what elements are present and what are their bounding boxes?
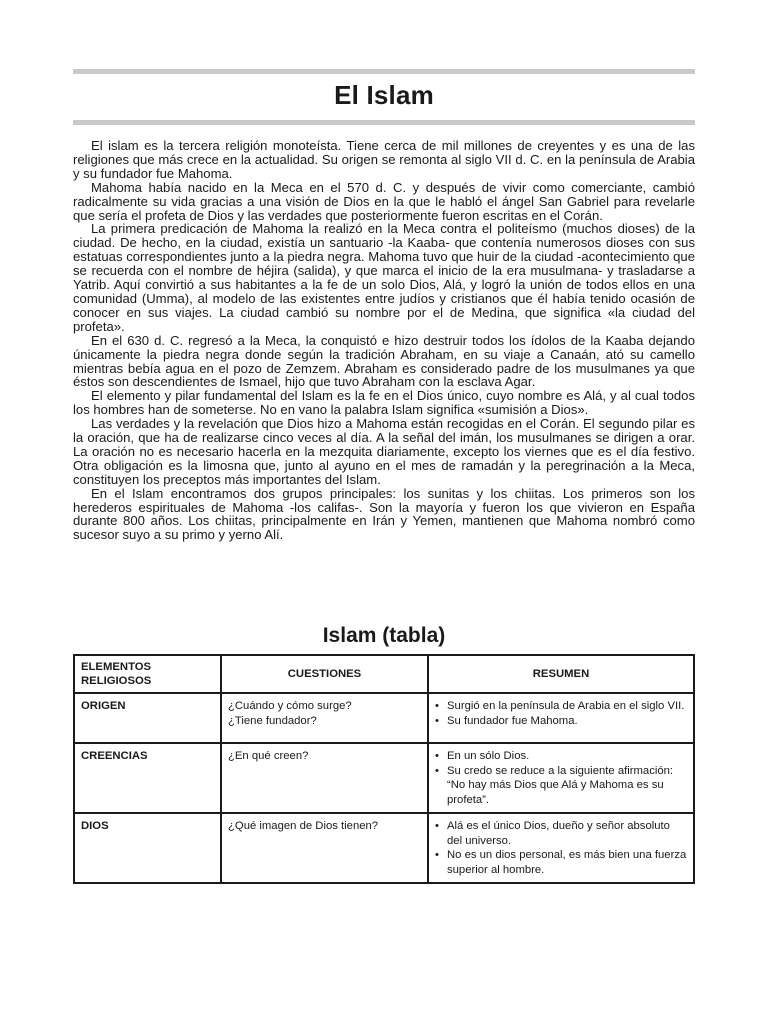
paragraph: Las verdades y la revelación que Dios hizo a Mahoma están recogidas en el Corán. El segundo pilar es la oración, que ha de realizarse cinco veces al día. A la señal del imán, los musulmanes se dirigen a orar. La oración no es necesario hacerla en la mezquita diariamente, excepto los viernes que es el día festivo. Otra obligación es la limosna que, junto al ayuno en el mes de ramadán y la peregrinación a la Meca, constituyen los preceptos más importantes del Islam. — [73, 416, 695, 487]
paragraph: El islam es la tercera religión monoteísta. Tiene cerca de mil millones de creyentes y es una de las religiones que más crece en la actualidad. Su origen se remonta al siglo VII d. C. en la península de Arabia y su fundador fue Mahoma. — [73, 138, 695, 181]
summary-list — [435, 819, 687, 877]
cell-cuestiones — [221, 743, 428, 813]
cell-elemento: ORIGEN — [74, 693, 221, 743]
summary-list — [435, 699, 687, 728]
summary-item: • Surgió en la península de Arabia en el siglo VII. — [435, 699, 687, 714]
question-text: ¿Qué imagen de Dios tienen? — [228, 820, 379, 832]
article-body — [73, 139, 695, 542]
summary-item: • En un sólo Dios. — [435, 749, 687, 764]
summary-item: • Su credo se reduce a la siguiente afirmación: “No hay más Dios que Alá y Mahoma es su profeta”. — [435, 764, 687, 808]
page-title: El Islam — [334, 80, 434, 110]
paragraph: En el 630 d. C. regresó a la Meca, la conquistó e hizo destruir todos los ídolos de la Kaaba dejando únicamente la piedra negra donde según la tradición Abraham, en su viaje a Canaán, ató su camello mientras bebía agua en el pozo de Zemzem. Abraham es considerado padre de los musulmanes ya que éstos son descendientes de Ismael, hijo que tuvo Abraham con la esclava Agar. — [73, 332, 695, 390]
summary-list — [435, 749, 687, 807]
summary-item: • Alá es el único Dios, dueño y señor absoluto del universo. — [435, 819, 687, 848]
cell-cuestiones — [221, 813, 428, 883]
cell-resumen — [428, 693, 694, 743]
header-elementos — [74, 655, 221, 693]
cell-cuestiones — [221, 693, 428, 743]
table-row — [74, 743, 694, 813]
header-elementos-line: ELEMENTOS — [81, 661, 152, 673]
summary-item: • Su fundador fue Mahoma. — [435, 714, 687, 729]
paragraph: Mahoma había nacido en la Meca en el 570 d. C. y después de vivir como comerciante, cambió radicalmente su vida gracias a una visión de Dios en la que le habló el ángel San Gabriel para revelarle que sería el profeta de Dios y las verdades que posteriormente fueron escritas en el Corán. — [73, 179, 695, 223]
summary-item: • No es un dios personal, es más bien una fuerza superior al hombre. — [435, 848, 687, 877]
header-resumen: RESUMEN — [428, 655, 694, 693]
table-row — [74, 813, 694, 883]
table-header-row — [74, 655, 694, 693]
question-text: ¿En qué creen? — [228, 750, 309, 762]
table-row — [74, 693, 694, 743]
cell-elemento: DIOS — [74, 813, 221, 883]
table-title: Islam (tabla) — [322, 624, 446, 647]
summary-table — [73, 654, 695, 884]
cell-resumen — [428, 743, 694, 813]
title-bottom-rule — [73, 120, 695, 125]
paragraph: El elemento y pilar fundamental del Islam es la fe en el Dios único, cuyo nombre es Alá, y al cual todos los hombres han de someterse. No en vano la palabra Islam significa «sumisión a Dios». — [73, 388, 695, 418]
paragraph: En el Islam encontramos dos grupos principales: los sunitas y los chiitas. Los primeros son los herederos espirituales de Mahoma -los califas-. Son la mayoría y fueron los que vivieron en España durante 800 años. Los chiitas, principalmente en Irán y Yemen, mantienen que Mahoma nombró como sucesor suyo a su primo y yerno Alí. — [73, 485, 695, 543]
question-text: ¿Cuándo y cómo surge? — [228, 700, 352, 712]
question-text: ¿Tiene fundador? — [228, 714, 317, 727]
paragraph: La primera predicación de Mahoma la realizó en la Meca contra el politeísmo (muchos dioses) de la ciudad. De hecho, en la ciudad, existía un santuario -la Kaaba- que contenía numerosos dioses con sus estatuas correspondientes junto a la piedra negra. Mahoma tuvo que huir de la ciudad -acontecimiento que se recuerda con el nombre de héjira (salida), y que marca el inicio de la era musulmana- y trasladarse a Yatrib. Aquí convirtió a sus habitantes a la fe de un solo Dios, Alá, y logró la unión de todos ellos en una comunidad (Umma), al modelo de las existentes entre judíos y cristianos que él había tenido ocasión de conocer en sus viajes. La ciudad cambió su nombre por el de Medina, que significa «la ciudad del profeta». — [73, 221, 695, 334]
header-cuestiones: CUESTIONES — [221, 655, 428, 693]
title-top-rule — [73, 69, 695, 74]
cell-elemento: CREENCIAS — [74, 743, 221, 813]
cell-resumen — [428, 813, 694, 883]
header-elementos-line: RELIGIOSOS — [81, 675, 152, 687]
